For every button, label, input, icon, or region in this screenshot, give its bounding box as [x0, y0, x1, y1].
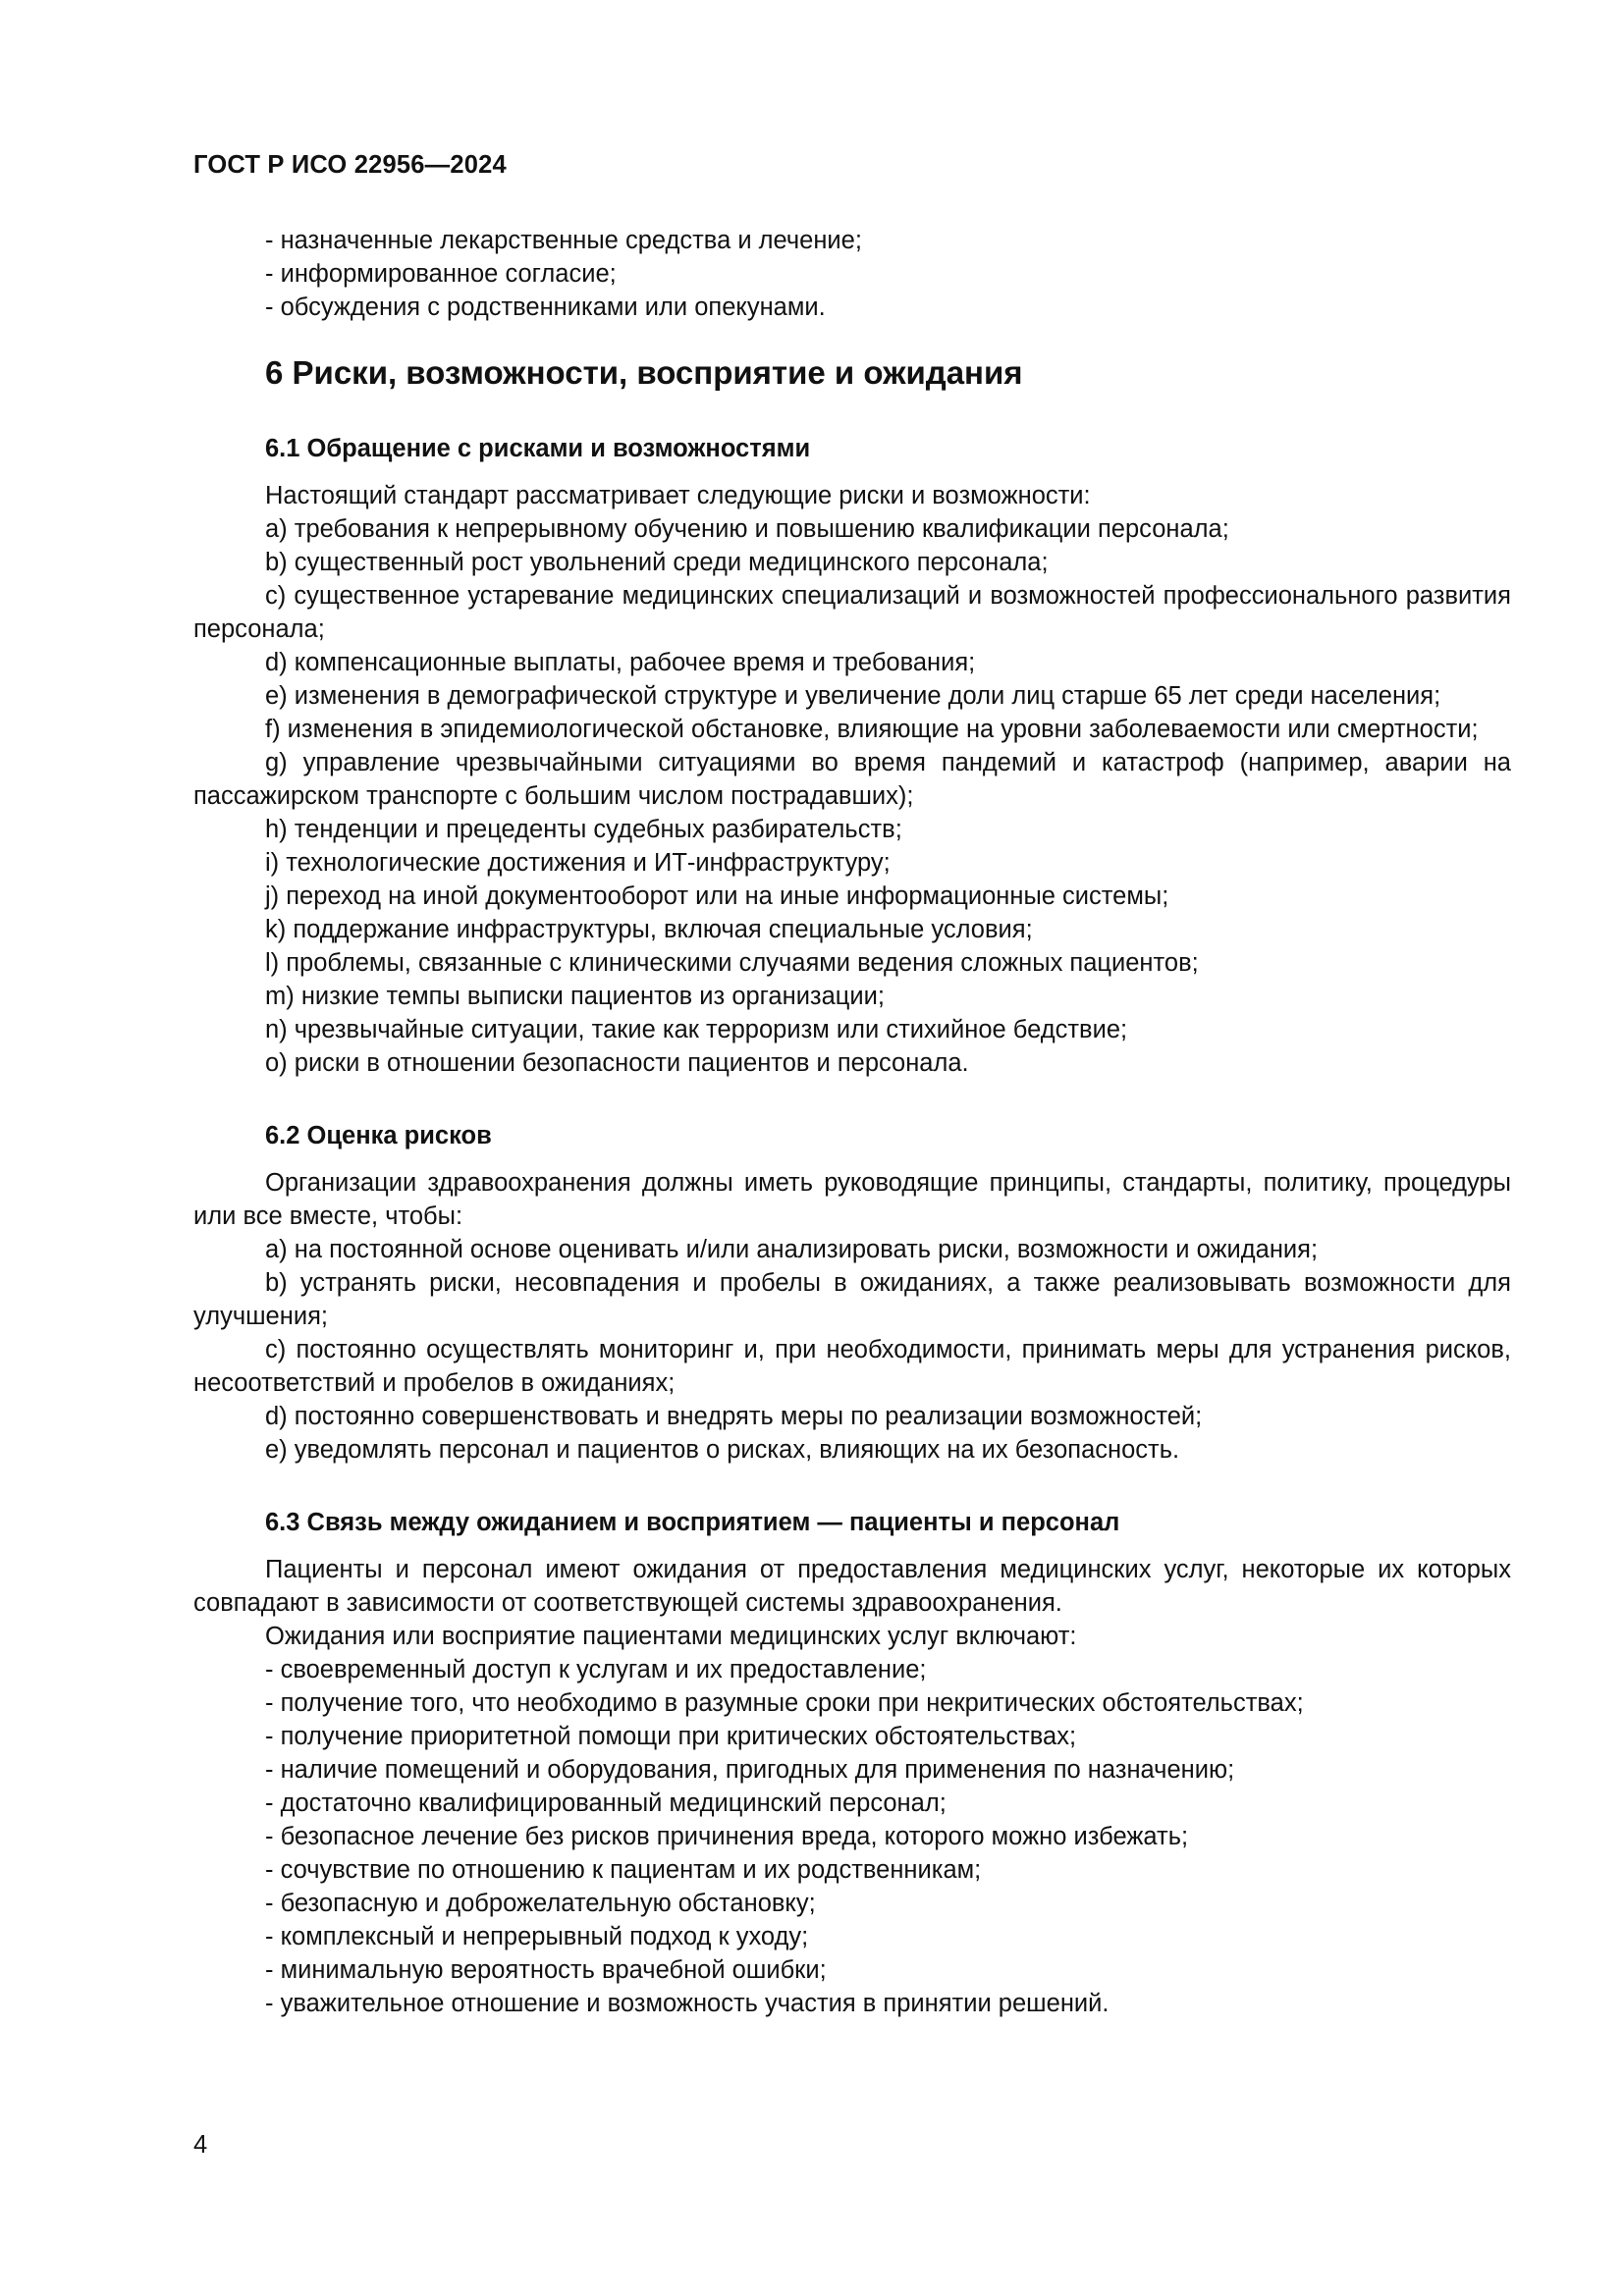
paragraph: Пациенты и персонал имеют ожидания от предоставления медицинских услуг, некоторые их которых совпадают в зависимости от соответствующей системы здравоохранения. — [193, 1556, 1511, 1617]
subsection-6-2-title: 6.2 Оценка рисков — [265, 1122, 492, 1149]
list-item: - информированное согласие; — [193, 257, 1511, 291]
list-item: d) компенсационные выплаты, рабочее время и требования; — [265, 649, 976, 676]
list-item: b) существенный рост увольнений среди медицинского персонала; — [265, 549, 1049, 576]
list-item: f) изменения в эпидемиологической обстановке, влияющие на уровни заболеваемости или смертности; — [265, 716, 1479, 743]
list-item: i) технологические достижения и ИТ-инфраструктуру; — [265, 849, 891, 877]
section-6-title: 6 Риски, возможности, восприятие и ожидания — [265, 354, 1023, 391]
list-item: e) изменения в демографической структуре и увеличение доли лиц старше 65 лет среди населения; — [265, 682, 1441, 710]
document-header: ГОСТ Р ИСО 22956—2024 — [193, 151, 507, 179]
list-item: c) постоянно осуществлять мониторинг и, при необходимости, принимать меры для устранения рисков, несоответствий и пробелов в ожиданиях; — [193, 1336, 1511, 1397]
list-item: k) поддержание инфраструктуры, включая специальные условия; — [265, 916, 1033, 943]
list-item: - получение того, что необходимо в разумные сроки при некритических обстоятельствах; — [193, 1686, 1511, 1720]
list-item: - безопасное лечение без рисков причинения вреда, которого можно избежать; — [193, 1820, 1511, 1853]
list-item: a) требования к непрерывному обучению и повышению квалификации персонала; — [265, 515, 1229, 543]
list-item: g) управление чрезвычайными ситуациями во время пандемий и катастроф (например, аварии на пассажирском транспорте с большим числом пострадавших); — [193, 749, 1511, 810]
list-item: m) низкие темпы выписки пациентов из организации; — [265, 983, 885, 1010]
list-item: l) проблемы, связанные с клиническими случаями ведения сложных пациентов; — [265, 949, 1199, 977]
paragraph: Настоящий стандарт рассматривает следующие риски и возможности: — [265, 482, 1091, 509]
list-item: - назначенные лекарственные средства и лечение; — [193, 224, 1511, 257]
list-item: d) постоянно совершенствовать и внедрять меры по реализации возможностей; — [265, 1403, 1203, 1430]
list-item: n) чрезвычайные ситуации, такие как терроризм или стихийное бедствие; — [265, 1016, 1128, 1043]
page-number: 4 — [193, 2131, 208, 2159]
list-item: j) переход на иной документооборот или на иные информационные системы; — [265, 882, 1169, 910]
list-item: - получение приоритетной помощи при критических обстоятельствах; — [193, 1720, 1511, 1753]
paragraph: Ожидания или восприятие пациентами медицинских услуг включают: — [265, 1623, 1077, 1650]
list-item: - достаточно квалифицированный медицинский персонал; — [193, 1787, 1511, 1820]
list-item: - обсуждения с родственниками или опекунами. — [193, 291, 1511, 324]
list-item: - наличие помещений и оборудования, пригодных для применения по назначению; — [193, 1753, 1511, 1787]
list-item: c) существенное устаревание медицинских специализаций и возможностей профессионального развития персонала; — [193, 582, 1511, 643]
paragraph: Организации здравоохранения должны иметь руководящие принципы, стандарты, политику, процедуры или все вместе, чтобы: — [193, 1169, 1511, 1230]
subsection-6-3-title: 6.3 Связь между ожиданием и восприятием — пациенты и персонал — [265, 1509, 1120, 1536]
list-item: e) уведомлять персонал и пациентов о рисках, влияющих на их безопасность. — [265, 1436, 1180, 1464]
list-item: b) устранять риски, несовпадения и пробелы в ожиданиях, а также реализовывать возможности для улучшения; — [193, 1269, 1511, 1330]
list-item: - своевременный доступ к услугам и их предоставление; — [193, 1653, 1511, 1686]
document-body — [193, 224, 1511, 2020]
list-item: o) риски в отношении безопасности пациентов и персонала. — [265, 1049, 969, 1077]
list-item: - комплексный и непрерывный подход к уходу; — [193, 1920, 1511, 1953]
list-item: - сочувствие по отношению к пациентам и их родственникам; — [193, 1853, 1511, 1887]
list-item: - безопасную и доброжелательную обстановку; — [193, 1887, 1511, 1920]
list-item: h) тенденции и прецеденты судебных разбирательств; — [265, 816, 902, 843]
list-item: a) на постоянной основе оценивать и/или анализировать риски, возможности и ожидания; — [265, 1236, 1319, 1263]
list-item: - минимальную вероятность врачебной ошибки; — [193, 1953, 1511, 1987]
intro-list — [193, 224, 1511, 324]
subsection-6-1-title: 6.1 Обращение с рисками и возможностями — [265, 435, 811, 462]
list-item: - уважительное отношение и возможность участия в принятии решений. — [193, 1987, 1511, 2020]
